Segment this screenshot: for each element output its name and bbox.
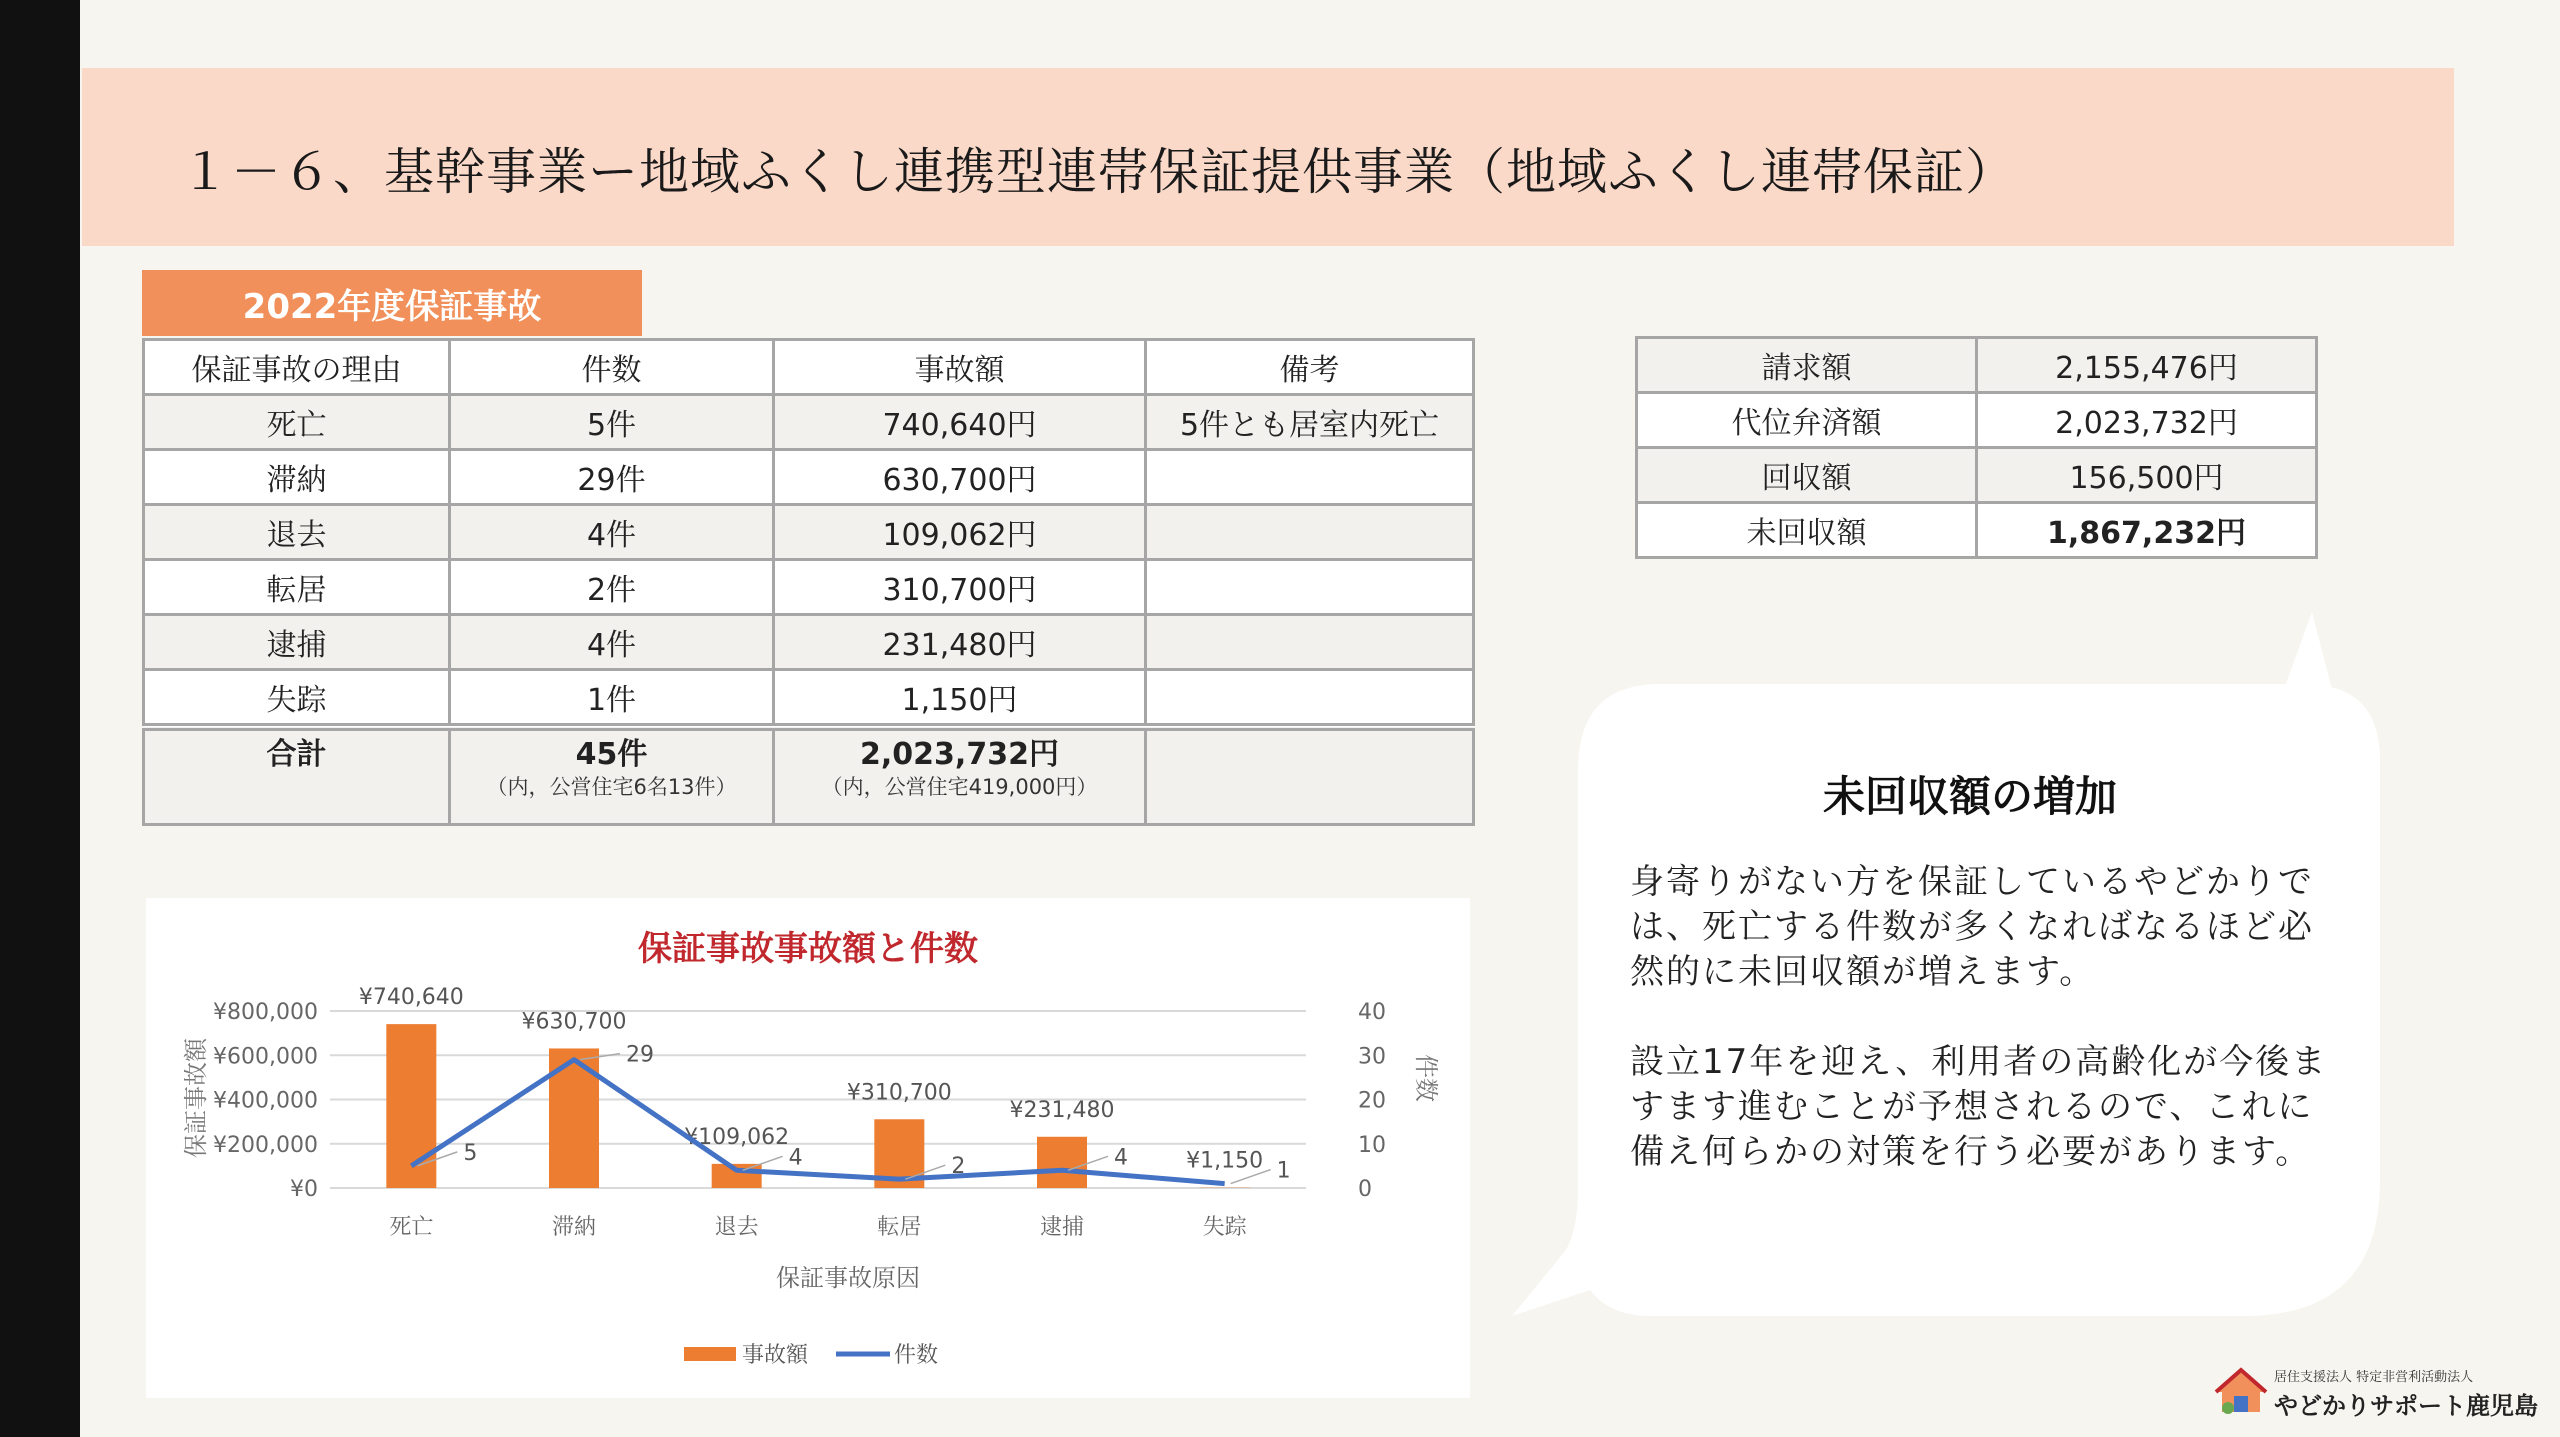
summary-label: 請求額	[1637, 338, 1977, 393]
page-title: １－６、基幹事業ー地域ふくし連携型連帯保証提供事業（地域ふくし連帯保証）	[180, 143, 2016, 201]
cell-note	[1146, 560, 1474, 615]
summary-value: 2,023,732円	[1977, 393, 2317, 448]
cell-amount: 740,640円	[774, 395, 1146, 450]
table-row	[144, 505, 1474, 560]
line-data-label: 4	[1114, 1145, 1128, 1171]
legend-line-label: 件数	[894, 1343, 939, 1368]
summary-table	[1635, 336, 2318, 559]
line-data-label: 5	[463, 1140, 478, 1166]
legend-bar-label: 事故額	[742, 1343, 809, 1368]
y-tick-label: ¥600,000	[213, 1044, 318, 1070]
bar-data-label: ¥630,700	[521, 1009, 627, 1035]
line-data-label: 29	[626, 1042, 654, 1068]
summary-value: 2,155,476円	[1977, 338, 2317, 393]
table-row	[144, 450, 1474, 505]
chart-container	[146, 898, 1470, 1398]
table-total-row	[144, 727, 1474, 825]
total-amount	[774, 727, 1146, 825]
x-tick-label: 死亡	[389, 1215, 434, 1240]
cell-note	[1146, 450, 1474, 505]
total-amount-value: 2,023,732円	[860, 737, 1059, 772]
summary-label: 未回収額	[1637, 503, 1977, 558]
cell-note	[1146, 615, 1474, 670]
logo-name: やどかりサポート鹿児島	[2274, 1392, 2538, 1420]
cell-note	[1146, 505, 1474, 560]
bubble-paragraph-2: 設立17年を迎え、利用者の高齢化が今後ますます進むことが予想されるので、これに備え何らかの対策を行う必要があります。	[1630, 1042, 2328, 1172]
header-reason: 保証事故の理由	[144, 340, 450, 395]
chart-svg	[146, 898, 1470, 1398]
table-row	[144, 615, 1474, 670]
legend-bar-swatch	[684, 1347, 736, 1361]
cell-amount: 1,150円	[774, 670, 1146, 728]
table-header-row	[144, 340, 1474, 395]
y2-tick-label: 40	[1358, 1000, 1386, 1025]
y2-tick-label: 20	[1358, 1088, 1386, 1114]
cell-amount: 310,700円	[774, 560, 1146, 615]
y-tick-label: ¥0	[290, 1177, 318, 1202]
cell-note: 5件とも居室内死亡	[1146, 395, 1474, 450]
cell-reason: 失踪	[144, 670, 450, 728]
chart-title: 保証事故事故額と件数	[638, 929, 978, 969]
line-label-leader	[743, 1156, 783, 1170]
cell-count: 4件	[450, 615, 774, 670]
x-tick-label: 退去	[714, 1215, 759, 1240]
cell-reason: 退去	[144, 505, 450, 560]
cell-count: 1件	[450, 670, 774, 728]
y-axis-label: 保証事故額	[182, 1038, 210, 1158]
bar-data-label: ¥1,150	[1186, 1148, 1264, 1174]
bar-data-label: ¥310,700	[846, 1080, 952, 1106]
bubble-text	[1630, 860, 2330, 1220]
total-label: 合計	[144, 727, 450, 825]
x-axis-label: 保証事故原因	[776, 1264, 920, 1292]
x-tick-label: 転居	[877, 1215, 922, 1240]
left-accent-bar	[0, 0, 80, 1437]
y2-tick-label: 0	[1358, 1177, 1372, 1202]
bubble-title: 未回収額の増加	[1822, 772, 2117, 821]
table-row	[144, 670, 1474, 728]
y-tick-label: ¥200,000	[213, 1132, 318, 1158]
table-row	[144, 395, 1474, 450]
cell-count: 29件	[450, 450, 774, 505]
bubble-paragraph-1: 身寄りがない方を保証しているやどかりでは、死亡する件数が多くなればなるほど必然的に未回収額が増えます。	[1630, 862, 2314, 992]
accidents-table	[142, 338, 1475, 826]
cell-amount: 231,480円	[774, 615, 1146, 670]
cell-note	[1146, 670, 1474, 728]
y2-tick-label: 30	[1358, 1044, 1386, 1070]
total-count	[450, 727, 774, 825]
summary-row	[1637, 338, 2317, 393]
x-tick-label: 滞納	[551, 1215, 597, 1240]
cell-reason: 滞納	[144, 450, 450, 505]
title-band	[82, 68, 2454, 246]
y-tick-label: ¥800,000	[213, 1000, 318, 1025]
bar	[1037, 1137, 1087, 1188]
cell-reason: 転居	[144, 560, 450, 615]
y-tick-label: ¥400,000	[213, 1088, 318, 1114]
y2-axis-ticks	[1358, 1000, 1386, 1202]
bar-data-label: ¥109,062	[684, 1124, 790, 1150]
cell-reason: 死亡	[144, 395, 450, 450]
cell-count: 2件	[450, 560, 774, 615]
y2-tick-label: 10	[1358, 1132, 1386, 1158]
organization-logo	[2214, 1364, 2538, 1420]
summary-row	[1637, 503, 2317, 558]
line-data-label: 1	[1276, 1158, 1291, 1184]
y2-axis-label: 件数	[1412, 1054, 1440, 1102]
x-tick-label: 逮捕	[1039, 1215, 1085, 1240]
x-tick-label: 失踪	[1202, 1215, 1247, 1240]
summary-row	[1637, 393, 2317, 448]
summary-label: 代位弁済額	[1637, 393, 1977, 448]
line-data-label: 4	[788, 1145, 803, 1171]
summary-value: 1,867,232円	[1977, 503, 2317, 558]
total-note	[1146, 727, 1474, 825]
cell-amount: 109,062円	[774, 505, 1146, 560]
summary-label: 回収額	[1637, 448, 1977, 503]
total-amount-sub: （内，公営住宅419,000円）	[821, 775, 1098, 799]
total-count-sub: （内，公営住宅6名13件）	[486, 775, 737, 799]
summary-row	[1637, 448, 2317, 503]
chart-legend	[684, 1343, 938, 1368]
x-axis-ticks	[389, 1215, 1247, 1240]
line-data-labels	[417, 1043, 1290, 1184]
header-count: 件数	[450, 340, 774, 395]
logo-subtitle: 居住支援法人 特定非営利活動法人	[2274, 1370, 2474, 1385]
cell-count: 5件	[450, 395, 774, 450]
bar-data-label: ¥740,640	[358, 985, 464, 1011]
bar-data-label: ¥231,480	[1009, 1097, 1115, 1123]
cell-count: 4件	[450, 505, 774, 560]
section-tag: 2022年度保証事故	[142, 270, 642, 336]
header-amount: 事故額	[774, 340, 1146, 395]
summary-value: 156,500円	[1977, 448, 2317, 503]
cell-amount: 630,700円	[774, 450, 1146, 505]
header-note: 備考	[1146, 340, 1474, 395]
y-axis-ticks	[213, 1000, 318, 1202]
line-data-label: 2	[951, 1154, 966, 1180]
table-row	[144, 560, 1474, 615]
house-logo-icon	[2214, 1364, 2268, 1418]
cell-reason: 逮捕	[144, 615, 450, 670]
total-count-value: 45件	[575, 737, 648, 772]
